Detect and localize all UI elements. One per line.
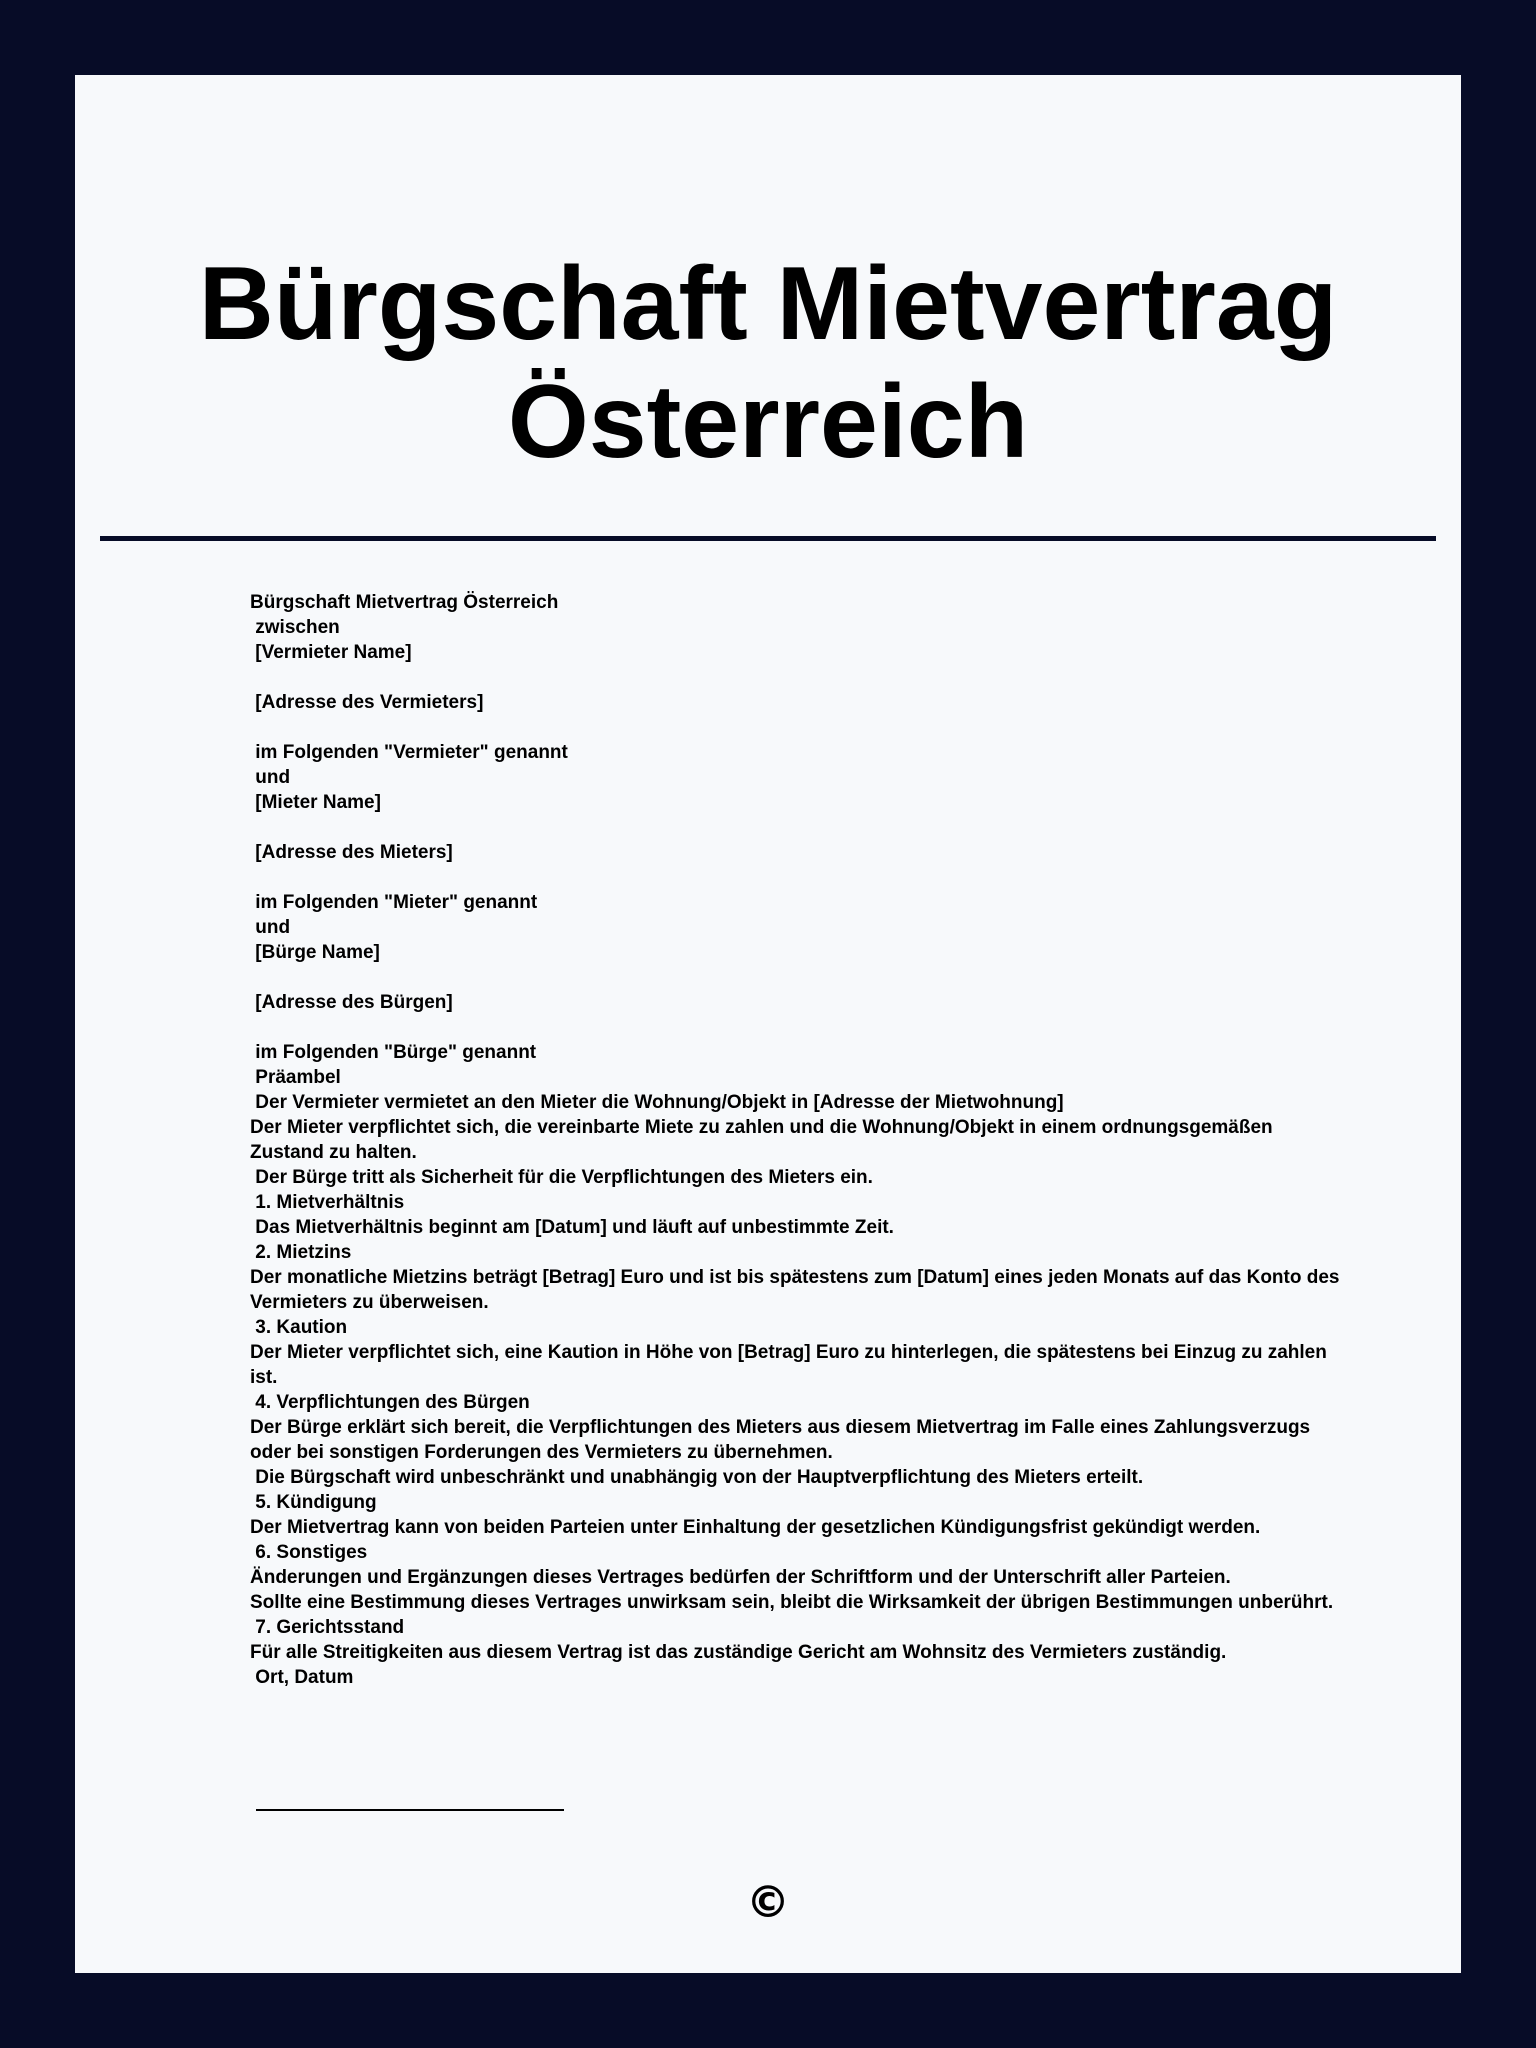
contract-body-text: Bürgschaft Mietvertrag Österreich zwischen [Vermieter Name] [Adresse des Vermieters] im Folgenden "Vermieter" genannt und [Mieter Name] [Adresse des Mieters] im Folgenden "Mieter" genannt und [Bürge Name] [Adresse des Bürgen] im Folgenden "Bürge" genannt Präambel Der Vermieter vermietet an den Mieter die Wohnung/Objekt in [Adresse der Mietwohnung] Der Mieter verpflichtet sich, die vereinbarte Miete zu zahlen und die Wohnung/Objekt in einem ordnungsgemäßen Zustand zu halten. Der Bürge tritt als Sicherheit für die Verpflichtungen des Mieters ein. 1. Mietverhältnis Das Mietverhältnis beginnt am [Datum] und läuft auf unbestimmte Zeit. 2. Mietzins Der monatliche Mietzins beträgt [Betrag] Euro und ist bis spätestens zum [Datum] eines jeden Monats auf das Konto des Vermieters zu überweisen. 3. Kaution Der Mieter verpflichtet sich, eine Kaution in Höhe von [Betrag] Euro zu hinterlegen, die spätestens bei Einzug zu zahlen ist. 4. Verpflichtungen des Bürgen Der Bürge erklärt sich bereit, die Verpflichtungen des Mieters aus diesem Mietvertrag im Falle eines Zahlungsverzugs oder bei sonstigen Forderungen des Vermieters zu übernehmen. Die Bürgschaft wird unbeschränkt und unabhängig von der Hauptverpflichtung des Mieters erteilt. 5. Kündigung Der Mietvertrag kann von beiden Parteien unter Einhaltung der gesetzlichen Kündigungsfrist gekündigt werden. 6. Sonstiges Änderungen und Ergänzungen dieses Vertrages bedürfen der Schriftform und der Unterschrift aller Parteien. Sollte eine Bestimmung dieses Vertrages unwirksam sein, bleibt die Wirksamkeit der übrigen Bestimmungen unberührt. 7. Gerichtsstand Für alle Streitigkeiten aus diesem Vertrag ist das zuständige Gericht am Wohnsitz des Vermieters zuständig. Ort, Datum xyxy=(250,592,1340,1688)
title-divider xyxy=(100,536,1436,541)
document-title: Bürgschaft Mietvertrag Österreich xyxy=(198,246,1338,480)
copyright-symbol: © xyxy=(746,1877,790,1928)
document-page xyxy=(75,75,1461,1973)
signature-line xyxy=(256,1809,564,1811)
